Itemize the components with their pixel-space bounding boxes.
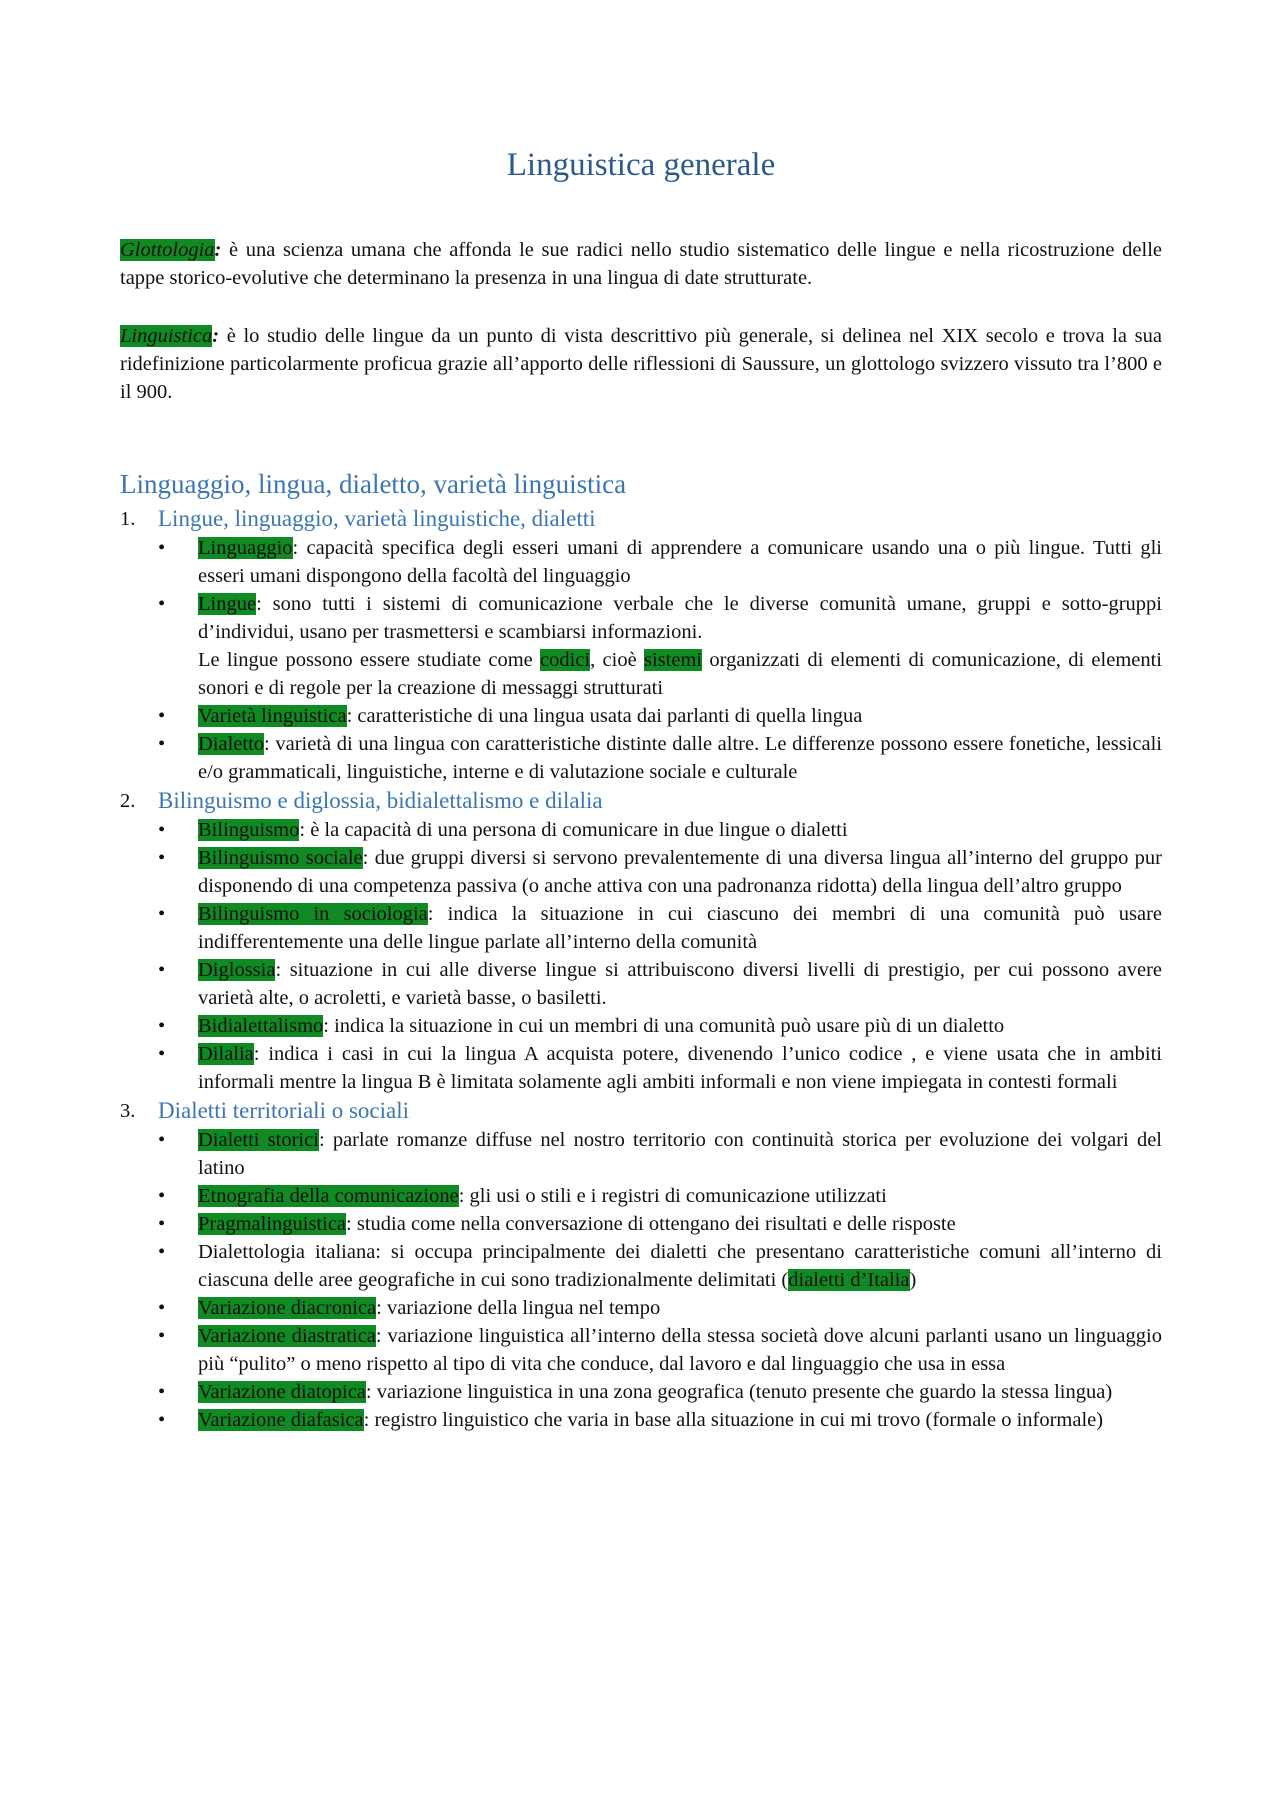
list-item — [158, 1378, 1162, 1406]
item-text: : variazione linguistica in una zona geografica (tenuto presente che guardo la stessa lingua) — [365, 1380, 1113, 1403]
bullet-icon: • — [158, 1380, 166, 1403]
item-text: organizzati di elementi di comunicazione, di elementi sonori e di regole per la creazione di messaggi strutturati — [198, 648, 1163, 699]
list-item — [158, 816, 1162, 844]
bullet-icon: • — [158, 592, 166, 615]
topic-title: Lingue, linguaggio, varietà linguistiche, dialetti — [158, 505, 596, 531]
term-highlight: Dialetti storici — [198, 1128, 319, 1151]
list-item — [158, 1210, 1162, 1238]
item-continuation — [198, 646, 1162, 702]
item-text: : varietà di una lingua con caratteristiche distinte dalle altre. Le differenze possono essere fonetiche, lessicali e/o grammaticali, linguistiche, interne e di valutazione sociale e culturale — [198, 732, 1162, 783]
list-item — [158, 844, 1162, 900]
list-item — [158, 1322, 1162, 1378]
term-highlight: Diglossia — [198, 958, 276, 981]
topic-item — [120, 504, 1162, 786]
item-text: : sono tutti i sistemi di comunicazione verbale che le diverse comunità umane, gruppi e sotto-gruppi d’individui, usano per trasmettersi e scambiarsi informazioni. — [198, 592, 1162, 643]
item-text: Dialettologia italiana: si occupa principalmente dei dialetti che presentano caratteristiche comuni all’interno di ciascuna delle aree geografiche in cui sono tradizionalmente delimitati ( — [198, 1240, 1162, 1291]
list-item — [158, 702, 1162, 730]
term-highlight: Linguaggio — [198, 536, 293, 559]
term-highlight: Variazione diafasica — [198, 1408, 364, 1431]
topic-item — [120, 1096, 1162, 1434]
list-item — [158, 1126, 1162, 1182]
item-text: : situazione in cui alle diverse lingue si attribuiscono diversi livelli di prestigio, per cui possono avere varietà alte, o acroletti, e varietà basse, o basiletti. — [198, 958, 1162, 1009]
term-highlight: Variazione diacronica — [198, 1296, 377, 1319]
term-highlight: Pragmalinguistica — [198, 1212, 347, 1235]
term-highlight: Varietà linguistica — [198, 704, 347, 727]
term-highlight: Etnografia della comunicazione — [198, 1184, 459, 1207]
item-text: Le lingue possono essere studiate come — [198, 648, 541, 671]
list-item — [158, 1182, 1162, 1210]
bullet-icon: • — [158, 1014, 166, 1037]
item-text: : due gruppi diversi si servono prevalentemente di una diversa lingua all’interno del gruppo pur disponendo di una competenza passiva (o anche attiva con una padronanza ridotta) della lingua dell’altro gruppo — [198, 846, 1163, 897]
bullet-icon: • — [158, 1408, 166, 1431]
list-item — [158, 1406, 1162, 1434]
term-highlight: dialetti d’Italia — [788, 1268, 910, 1291]
list-item — [158, 900, 1162, 956]
term-highlight: Dialetto — [198, 732, 265, 755]
bullet-icon: • — [158, 536, 166, 559]
list-item — [158, 956, 1162, 1012]
topic-list — [120, 504, 1162, 1434]
term-highlight: Dilalia — [198, 1042, 254, 1065]
item-text: : parlate romanze diffuse nel nostro territorio con continuità storica per evoluzione dei volgari del latino — [198, 1128, 1162, 1179]
term-highlight: Linguistica — [120, 324, 213, 347]
bullet-list — [158, 534, 1162, 786]
topic-number: 1. — [120, 507, 136, 530]
term-highlight: Bilinguismo in sociologia — [198, 902, 428, 925]
bullet-icon: • — [158, 1042, 166, 1065]
item-text: : indica la situazione in cui ciascuno dei membri di una comunità può usare indifferentemente una delle lingue parlate all’interno della comunità — [198, 902, 1162, 953]
item-text: : registro linguistico che varia in base alla situazione in cui mi trovo (formale o informale) — [363, 1408, 1104, 1431]
list-item — [158, 590, 1162, 702]
item-text: : caratteristiche di una lingua usata dai parlanti di quella lingua — [346, 704, 863, 727]
item-text: : è la capacità di una persona di comunicare in due lingue o dialetti — [299, 818, 848, 841]
item-text: : variazione della lingua nel tempo — [376, 1296, 661, 1319]
bullet-list — [158, 816, 1162, 1096]
topic-number: 2. — [120, 789, 136, 812]
bullet-list — [158, 1126, 1162, 1434]
topic-title: Dialetti territoriali o sociali — [158, 1097, 410, 1123]
bullet-icon: • — [158, 1324, 166, 1347]
bullet-icon: • — [158, 1212, 166, 1235]
term-highlight: Glottologia — [120, 238, 215, 261]
item-text: : studia come nella conversazione di ottengano dei risultati e delle risposte — [346, 1212, 956, 1235]
term-highlight: sistemi — [644, 648, 703, 671]
term-highlight: Lingue — [198, 592, 257, 615]
bullet-icon: • — [158, 818, 166, 841]
bullet-icon: • — [158, 1296, 166, 1319]
term-highlight: Bidialettalismo — [198, 1014, 324, 1037]
bullet-icon: • — [158, 1184, 166, 1207]
item-text: , cioè — [590, 648, 644, 671]
definition-linguistica: Linguistica: è lo studio delle lingue da un punto di vista descrittivo più generale, si delinea nel XIX secolo e trova la sua ridefinizione particolarmente proficua grazie all’apporto delle riflessioni di Saussure, un glottologo svizzero vissuto tra l’800 e il 900. — [120, 324, 1162, 403]
topic-title: Bilinguismo e diglossia, bidialettalismo e dilalia — [158, 787, 603, 813]
bullet-icon: • — [158, 1240, 166, 1263]
bullet-icon: • — [158, 902, 166, 925]
term-highlight: Variazione diatopica — [198, 1380, 366, 1403]
list-item — [158, 534, 1162, 590]
item-text: : indica i casi in cui la lingua A acquista potere, divenendo l’unico codice , e viene usata che in ambiti informali mentre la lingua B è limitata solamente agli ambiti informali e non viene impiegata in contesti formali — [198, 1042, 1162, 1093]
list-item — [158, 1012, 1162, 1040]
list-item — [158, 1040, 1162, 1096]
bullet-icon: • — [158, 1128, 166, 1151]
item-text: : indica la situazione in cui un membri di una comunità può usare più di un dialetto — [323, 1014, 1005, 1037]
bullet-icon: • — [158, 958, 166, 981]
term-highlight: Bilinguismo sociale — [198, 846, 363, 869]
item-text: : capacità specifica degli esseri umani di apprendere a comunicare usando una o più lingue. Tutti gli esseri umani dispongono della facoltà del linguaggio — [198, 536, 1162, 587]
bullet-icon: • — [158, 732, 166, 755]
section-heading: Linguaggio, lingua, dialetto, varietà linguistica — [120, 468, 627, 499]
list-item — [158, 1238, 1162, 1294]
document-title: Linguistica generale — [506, 147, 776, 183]
topic-number: 3. — [120, 1099, 136, 1122]
item-text: : variazione linguistica all’interno della stessa società dove alcuni parlanti usano un linguaggio più “pulito” o meno rispetto al tipo di vita che conduce, dal lavoro e dal linguaggio che usa in essa — [198, 1324, 1162, 1375]
item-text: : gli usi o stili e i registri di comunicazione utilizzati — [458, 1184, 887, 1207]
definition-glottologia: Glottologia: è una scienza umana che affonda le sue radici nello studio sistematico delle lingue e nella ricostruzione delle tappe storico-evolutive che determinano la presenza in una lingua di date strutturate. — [120, 238, 1162, 289]
term-highlight: Bilinguismo — [198, 818, 300, 841]
item-text: ) — [909, 1268, 917, 1291]
bullet-icon: • — [158, 846, 166, 869]
term-highlight: Variazione diastratica — [198, 1324, 376, 1347]
list-item — [158, 730, 1162, 786]
topic-item — [120, 786, 1162, 1096]
bullet-icon: • — [158, 704, 166, 727]
term-highlight: codici — [540, 648, 591, 671]
list-item — [158, 1294, 1162, 1322]
